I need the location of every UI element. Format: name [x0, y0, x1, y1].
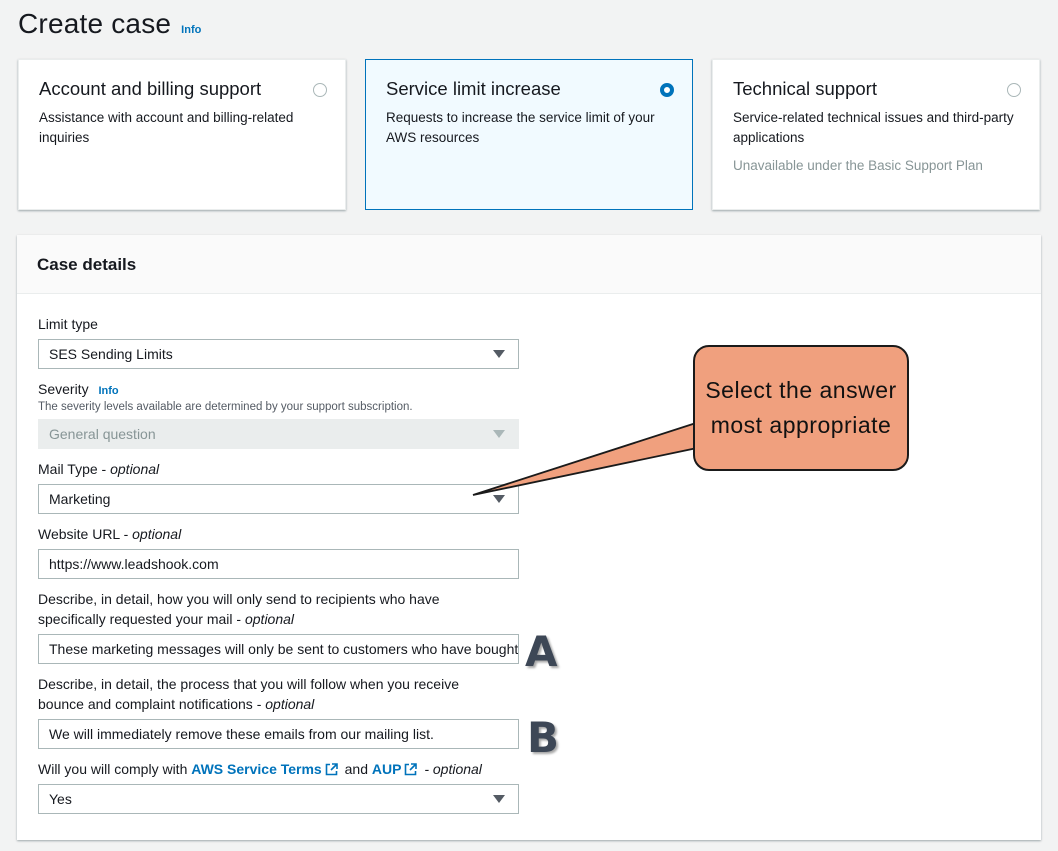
card-title: Service limit increase — [386, 78, 561, 99]
limit-type-value: SES Sending Limits — [49, 346, 173, 362]
panel-title: Case details — [17, 235, 1041, 294]
annotation-letter-b: B — [527, 713, 560, 762]
card-description: Requests to increase the service limit of your AWS resources — [386, 110, 655, 145]
aws-service-terms-link[interactable]: AWS Service Terms — [191, 761, 322, 777]
comply-value: Yes — [49, 791, 72, 807]
info-link[interactable]: Info — [181, 24, 202, 36]
website-input[interactable]: https://www.leadshook.com — [38, 549, 519, 579]
recipients-input[interactable]: These marketing messages will only be sent to customers who have bought — [38, 634, 519, 664]
recipients-label: Describe, in detail, how you will only send to recipients who have specifically requested your mail - — [38, 591, 440, 627]
bounce-label: Describe, in detail, the process that you will follow when you receive bounce and complaint notifications - — [38, 676, 459, 712]
comply-label: Will you will comply with — [38, 761, 188, 777]
aup-link[interactable]: AUP — [371, 761, 402, 777]
optional-tag: optional — [244, 611, 295, 627]
mail-type-value: Marketing — [49, 491, 111, 507]
card-description: Assistance with account and billing-related inquiries — [39, 110, 294, 145]
annotation-letter-a: A — [525, 627, 558, 676]
unavailable-note: Unavailable under the Basic Support Plan — [733, 158, 983, 173]
severity-info-link[interactable]: Info — [98, 385, 119, 397]
limit-type-label: Limit type — [38, 316, 98, 332]
card-title: Technical support — [733, 78, 877, 99]
optional-tag: optional — [132, 526, 182, 542]
page-title: Create case — [18, 8, 172, 39]
optional-tag: - optional — [424, 761, 482, 777]
optional-tag: optional — [110, 461, 160, 477]
card-title: Account and billing support — [39, 78, 262, 99]
mail-type-label: Mail Type - — [38, 461, 111, 477]
and-text: and — [344, 761, 368, 777]
bounce-input[interactable]: We will immediately remove these emails from our mailing list. — [38, 719, 519, 749]
severity-value: General question — [49, 426, 156, 442]
card-description: Service-related technical issues and third-party applications — [733, 110, 1014, 145]
website-label: Website URL - — [38, 526, 133, 542]
severity-description: The severity levels available are determined by your support subscription. — [38, 401, 413, 413]
optional-tag: optional — [265, 696, 315, 712]
callout-bubble: Select the answer most appropriate — [693, 345, 909, 471]
severity-label: Severity — [38, 381, 89, 397]
